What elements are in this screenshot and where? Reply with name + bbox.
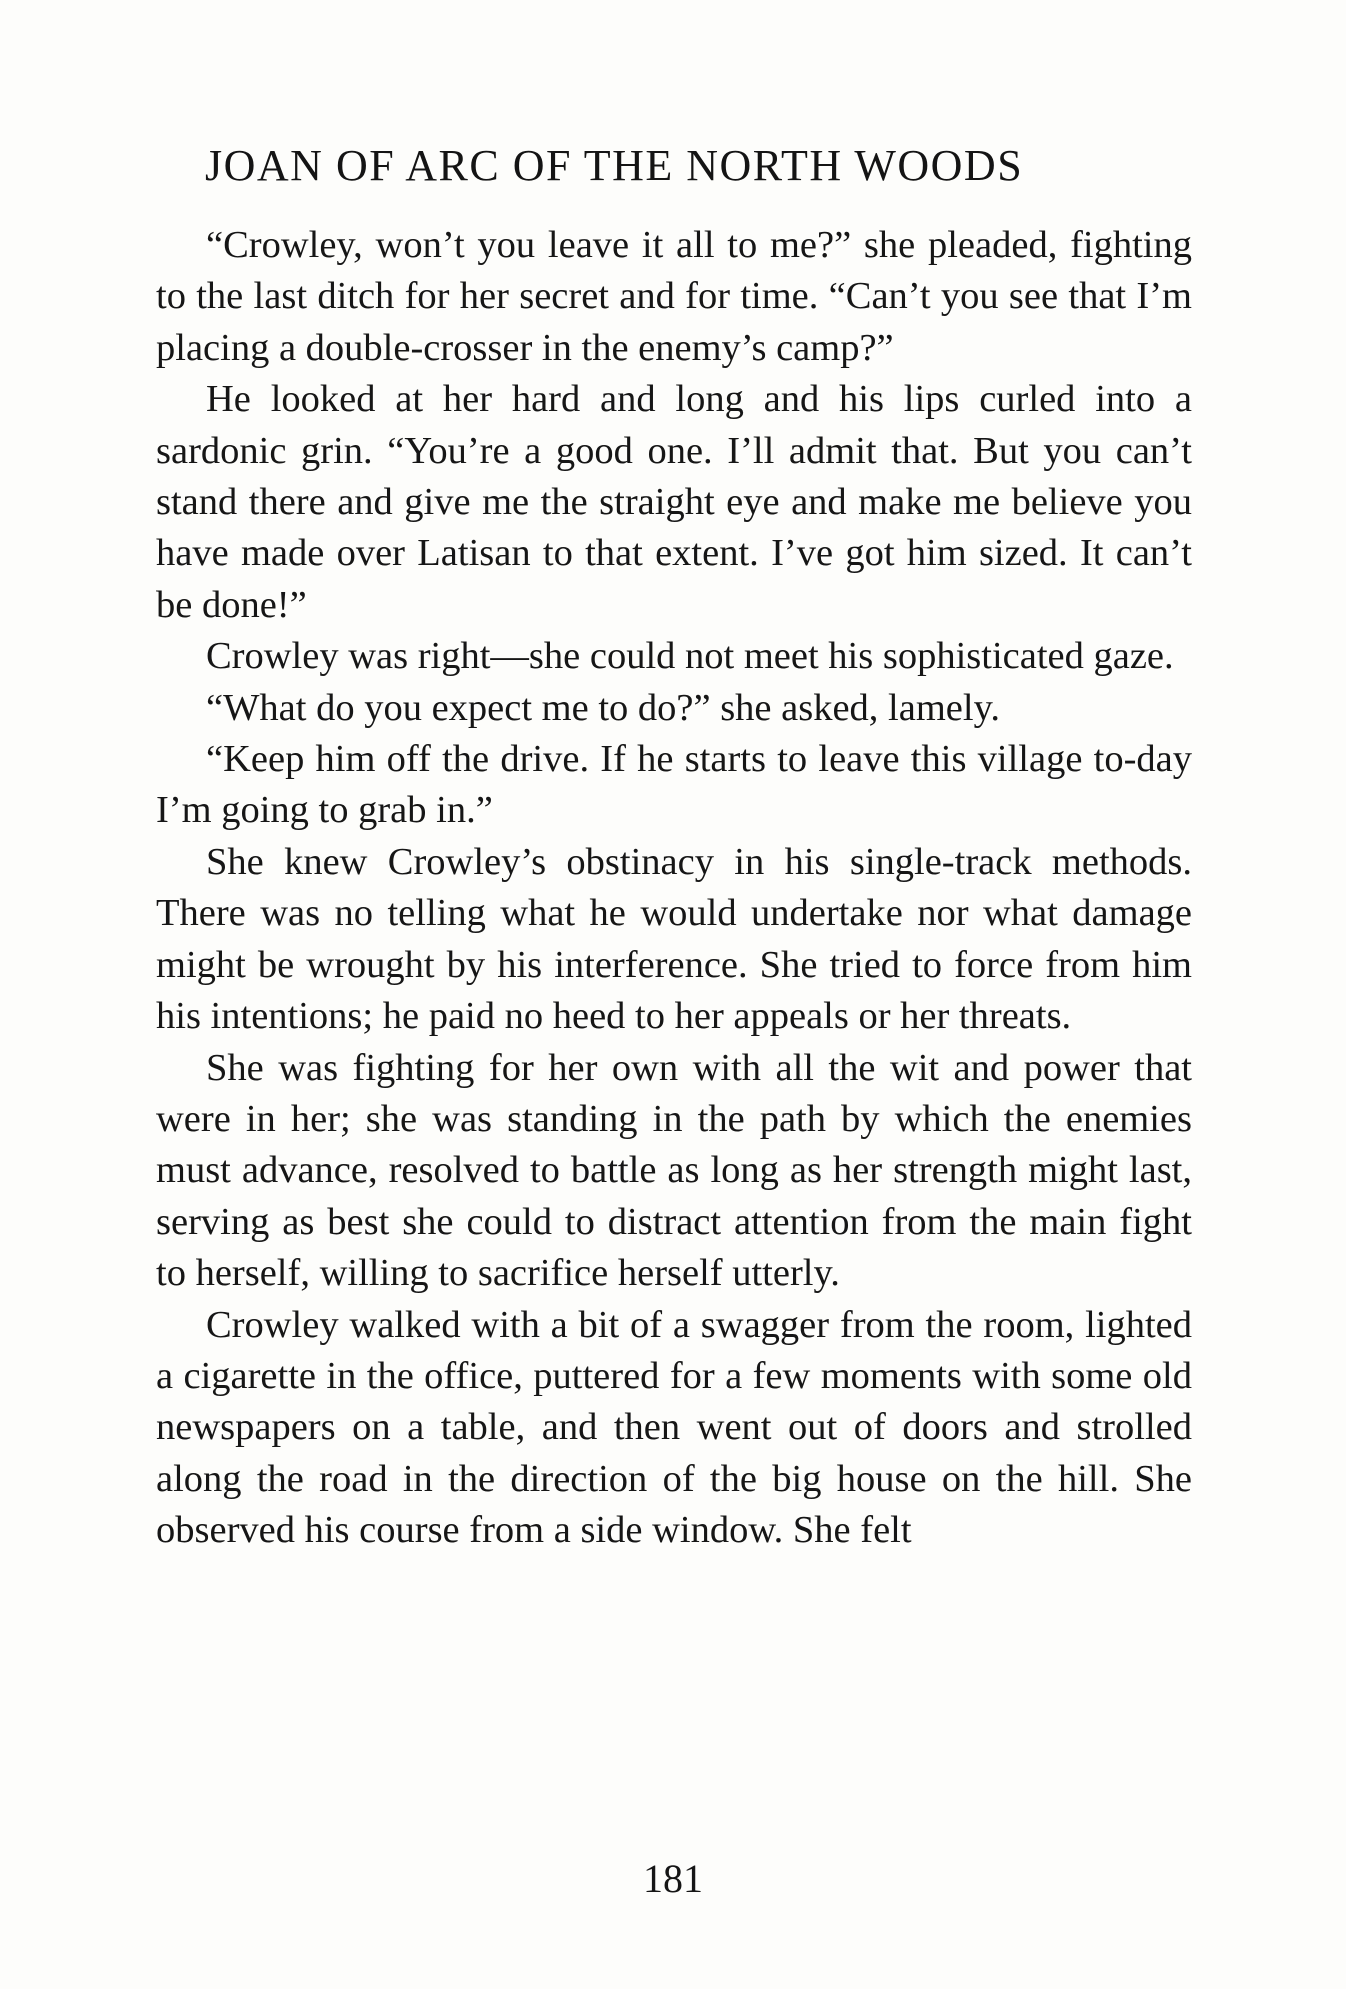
paragraph: “What do you expect me to do?” she asked, lamely. [206, 686, 1000, 729]
paragraph: She knew Crowley’s obstinacy in his single-track methods. There was no telling what he would undertake nor what damage might be wrought by his interference. She tried to force from him his intentions; he paid no heed to her appeals or her threats. [156, 840, 1192, 1038]
paragraph: Crowley walked with a bit of a swagger from the room, lighted a cigarette in the office, puttered for a few moments with some old newspapers on a table, and then went out of doors and strolled along the road in the direction of the big house on the hill. She observed his course from a side window. She felt [156, 1303, 1192, 1552]
paragraph: Crowley was right—she could not meet his sophisticated gaze. [206, 635, 1174, 678]
running-head: JOAN OF ARC OF THE NORTH WOODS [205, 141, 1024, 190]
paragraph: He looked at her hard and long and his lips curled into a sardonic grin. “You’re a good one. I’ll admit that. But you can’t stand there and give me the straight eye and make me believe you have made over Latisan to that extent. I’ve got him sized. It can’t be done!” [156, 378, 1192, 626]
paragraph: She was fighting for her own with all the wit and power that were in her; she was standing in the path by which the enemies must advance, resolved to battle as long as her strength might last, serving as best she could to distract attention from the main fight to herself, willing to sacrifice herself utterly. [156, 1046, 1192, 1295]
page-number: 181 [643, 1856, 703, 1901]
paragraph: “Keep him off the drive. If he starts to leave this village to-day I’m going to grab in.” [156, 738, 1192, 832]
body-text [156, 220, 1192, 1557]
paragraph: “Crowley, won’t you leave it all to me?” she pleaded, fighting to the last ditch for her secret and for time. “Can’t you see that I’m placing a double-crosser in the enemy’s camp?” [156, 224, 1192, 369]
